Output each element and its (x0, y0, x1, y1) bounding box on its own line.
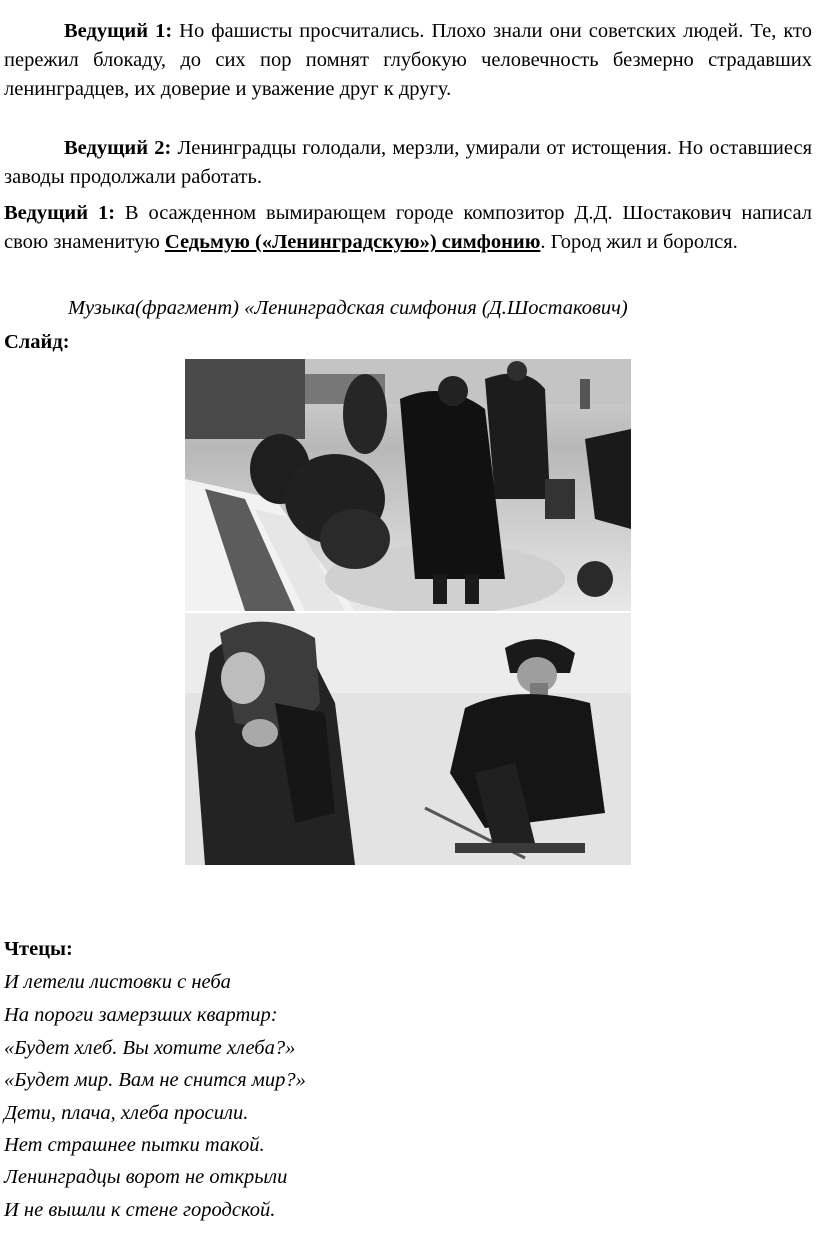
paragraph-host2 (4, 134, 812, 192)
poem-line: И летели листовки с неба (4, 971, 231, 993)
poem-line: «Будет хлеб. Вы хотите хлеба?» (4, 1037, 296, 1059)
music-note: Музыка(фрагмент) «Ленинградская симфония (Д.Шостакович) (68, 297, 628, 319)
photo-sled (185, 613, 631, 865)
poem-line: На пороги замерзших квартир: (4, 1004, 278, 1026)
poem-line: Дети, плача, хлеба просили. (4, 1102, 249, 1124)
paragraph-text: Но фашисты просчитались. Плохо знали они советских людей. Те, кто пережил блокаду, до сих пор помнят глубокую человечность безмерно страдавших ленинградцев, их доверие и уважение друг к другу. (4, 20, 812, 100)
paragraph-host1-b (4, 199, 812, 257)
poem-line: Ленинградцы ворот не открыли (4, 1166, 288, 1188)
slide-label: Слайд: (4, 331, 70, 353)
speaker-label: Ведущий 1: (4, 202, 116, 224)
photo-sled-image (185, 613, 631, 865)
symphony-title: Седьмую («Ленинградскую») симфонию (164, 231, 541, 253)
poem-line: И не вышли к стене городской. (4, 1199, 276, 1221)
photo-water-queue (185, 359, 631, 611)
speaker-label: Ведущий 1: (64, 20, 173, 42)
readers-label: Чтецы: (4, 938, 73, 960)
paragraph-text: Ленинградцы голодали, мерзли, умирали от истощения. Но оставшиеся заводы продолжали работать. (4, 137, 812, 188)
paragraph-text: В осажденном вымирающем городе композитор Д.Д. Шостакович написал свою знаменитую (4, 202, 813, 253)
poem-line: «Будет мир. Вам не снится мир?» (4, 1069, 306, 1091)
speaker-label: Ведущий 2: (64, 137, 172, 159)
paragraph-host1-a (4, 17, 812, 104)
poem-line: Нет страшнее пытки такой. (4, 1134, 265, 1156)
photo-water-queue-image (185, 359, 631, 611)
paragraph-text-end: . Город жил и боролся. (540, 231, 738, 253)
